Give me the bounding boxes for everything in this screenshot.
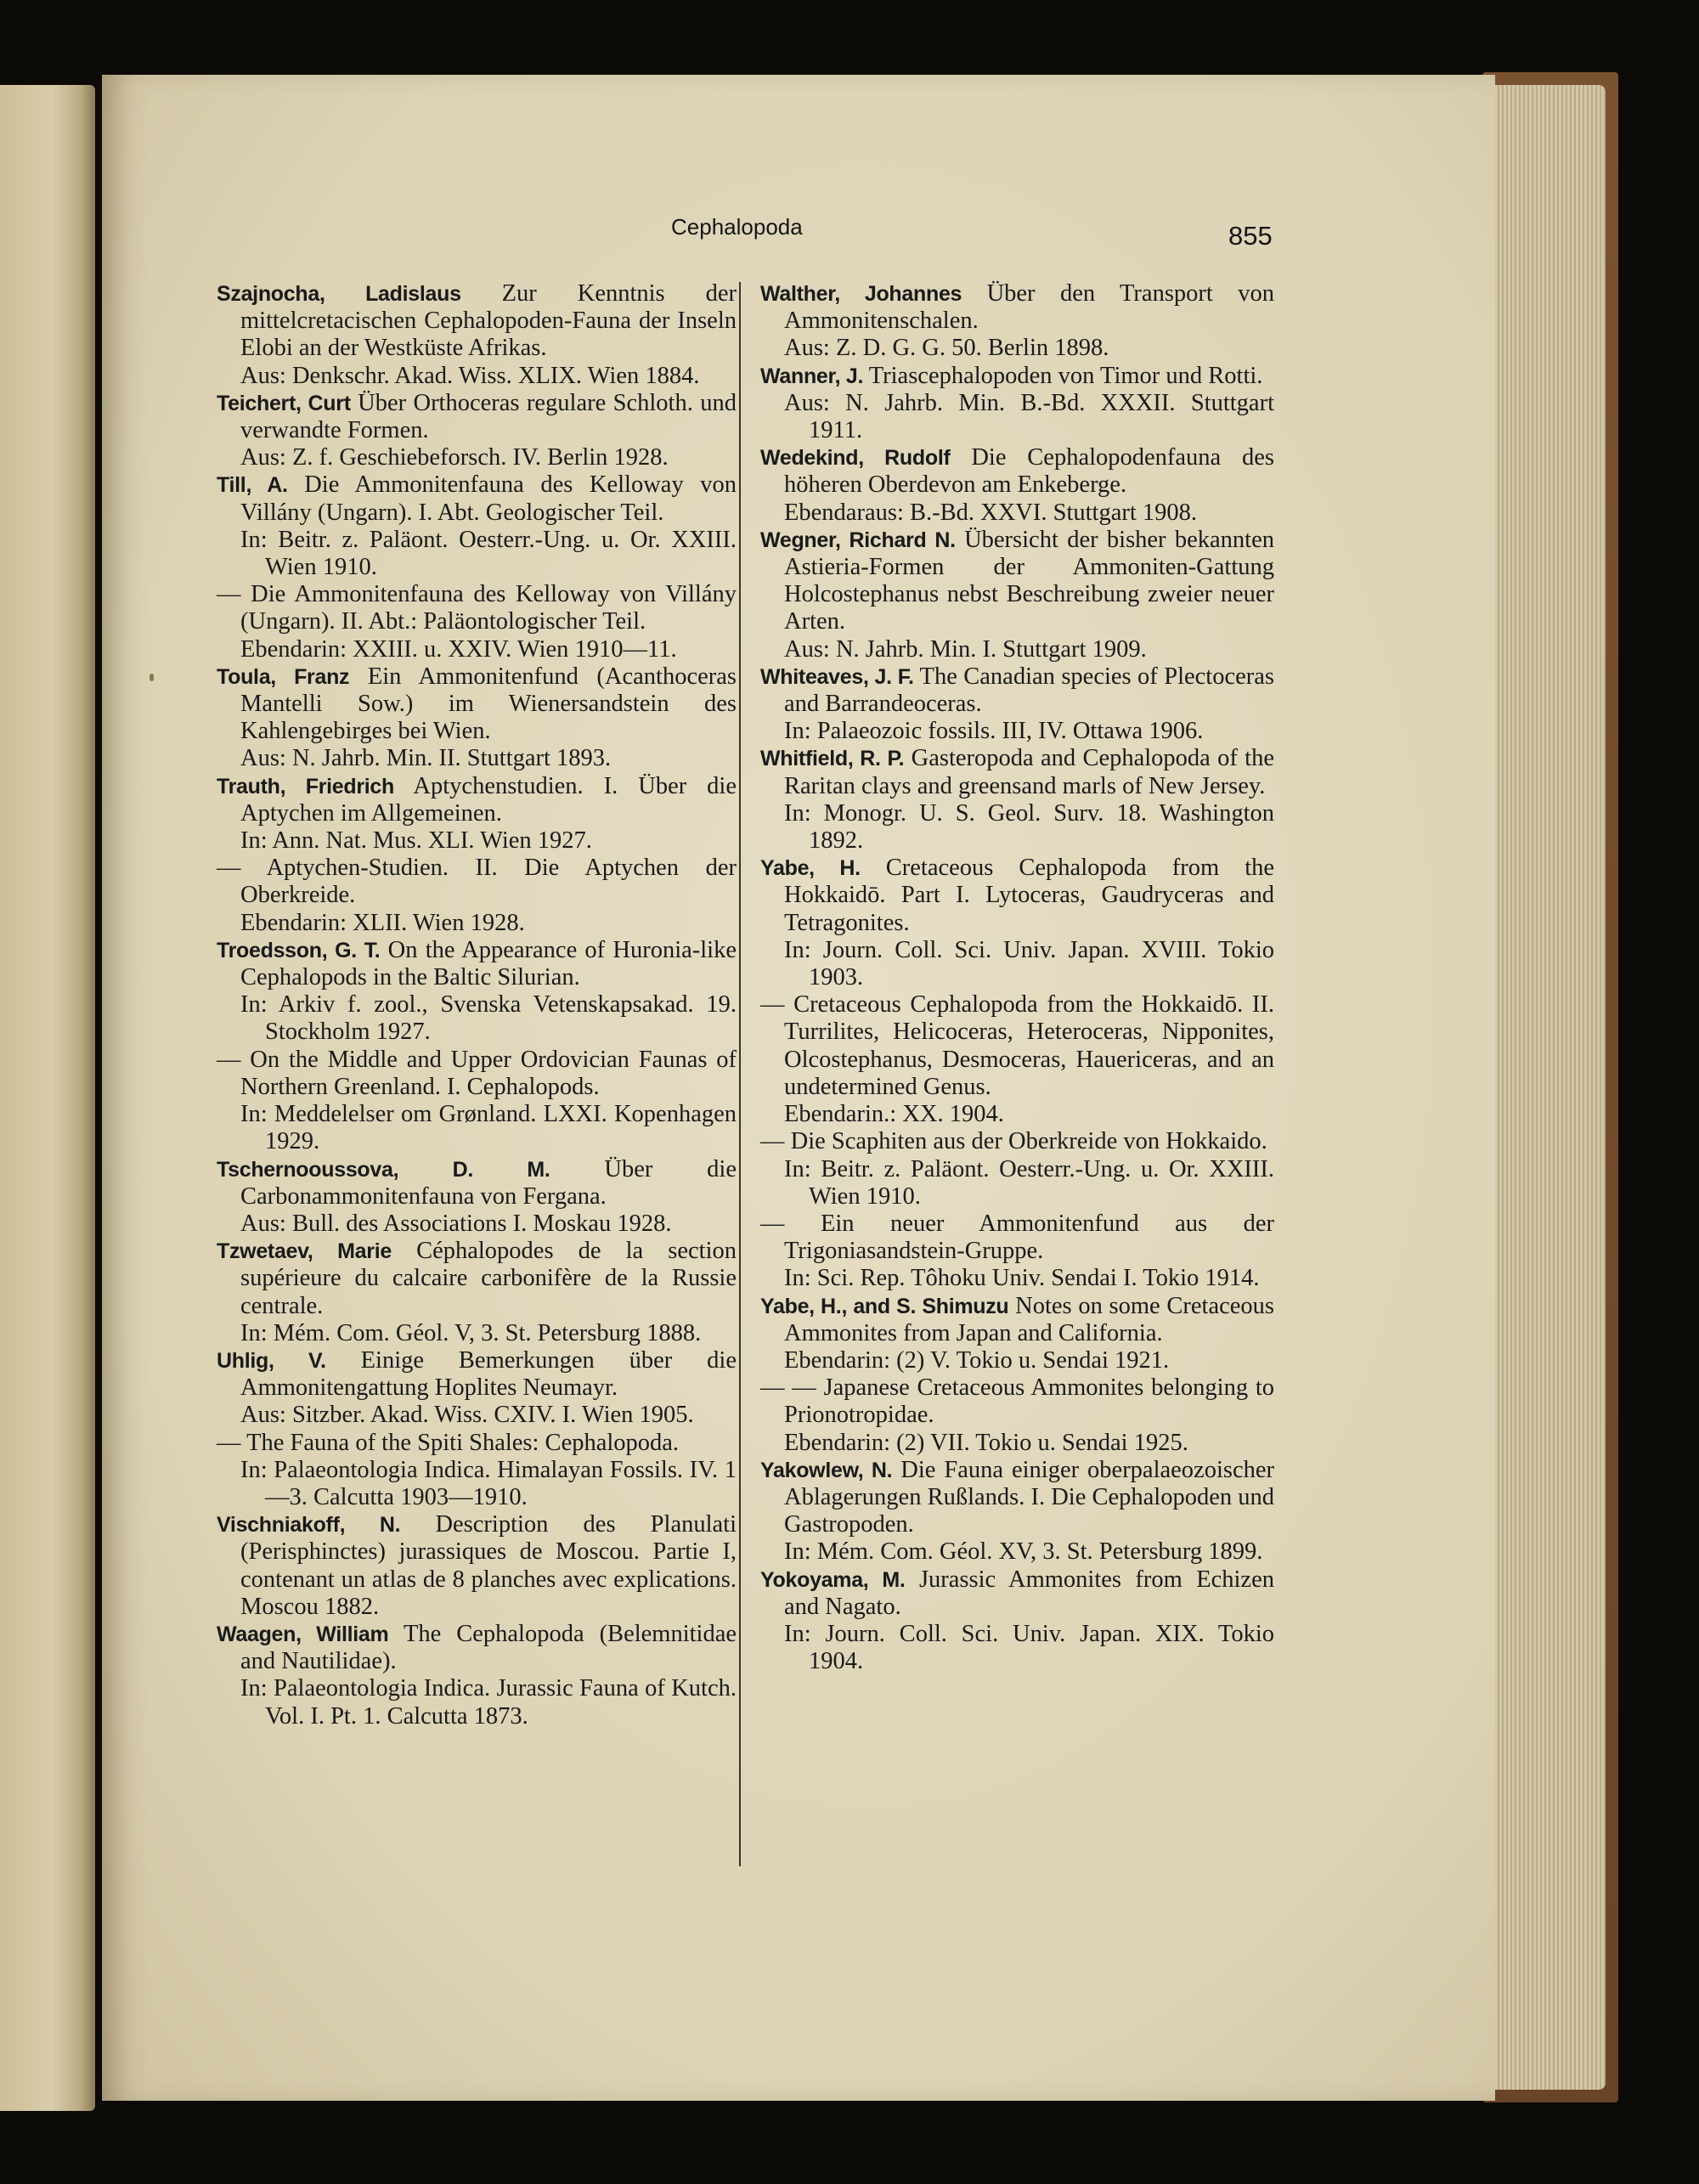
entry-citation: [217, 1347, 737, 1402]
entry-author: Wegner, Richard N.: [760, 528, 956, 552]
running-head: Cephalopoda: [671, 214, 803, 240]
entry-citation: [217, 280, 737, 363]
entry-citation: [217, 663, 737, 746]
entry-author: Wedekind, Rudolf: [760, 446, 951, 471]
entry-author: Walther, Johannes: [760, 282, 962, 306]
entry-title: — Cretaceous Cephalopoda from the Hokkaidō. II. Turrilites, Helicoceras, Heteroceras, Nipponites, Olcostephanus, Desmoceras, Hauericeras, and an undetermined Genus.: [760, 991, 1274, 1100]
entry-citation: [217, 1511, 737, 1621]
entry-citation: [217, 1238, 737, 1320]
entry-citation: [217, 581, 737, 635]
entry-author: Yabe, H.: [760, 856, 861, 881]
entry-citation: [217, 1047, 737, 1101]
bibliography-entry: [760, 444, 1274, 527]
bibliography-entry: [217, 471, 737, 581]
entry-title: Gasteropoda and Cephalopoda of the Raritan clays and greensand marls of New Jersey.: [784, 745, 1275, 799]
entry-title: Über den Transport von Ammonitenschalen.: [784, 280, 1274, 335]
bibliography-entry: [217, 937, 737, 1047]
entry-title: — Aptychen-Studien. II. Die Aptychen der Oberkreide.: [217, 855, 737, 909]
entry-citation: [760, 663, 1274, 718]
entry-source: In: Journ. Coll. Sci. Univ. Japan. XVIII. Tokio 1903.: [784, 936, 1274, 991]
entry-title: Zur Kenntnis der mittelcretacischen Cephalopoden-Fauna der Inseln Elobi an der Westküste Afrikas.: [240, 280, 737, 362]
bibliography-entry: [217, 1621, 737, 1730]
entry-source: Aus: Denkschr. Akad. Wiss. XLIX. Wien 1884.: [240, 362, 700, 389]
entry-source: Ebendarin.: XX. 1904.: [784, 1101, 1004, 1128]
entry-title: Jurassic Ammonites from Echizen and Nagato.: [784, 1566, 1274, 1620]
entry-citation: [760, 1128, 1274, 1155]
entry-author: Whitfield, R. P.: [760, 747, 905, 771]
entry-title: Die Cephalopodenfauna des höheren Oberdevon am Enkeberge.: [784, 444, 1275, 499]
entry-author: Tzwetaev, Marie: [217, 1239, 392, 1264]
entry-title: Übersicht der bisher bekannten Astieria-Formen der Ammoniten-Gattung Holcostephanus nebst Beschreibung zweier neuer Arten.: [784, 526, 1274, 635]
left-column: [217, 280, 737, 1730]
entry-citation: [760, 1293, 1274, 1347]
entry-source: In: Ann. Nat. Mus. XLI. Wien 1927.: [240, 827, 592, 855]
entry-title: Einige Bemerkungen über die Ammonitengattung Hoplites Neumayr.: [240, 1346, 737, 1402]
entry-author: Uhlig, V.: [217, 1348, 326, 1373]
entry-citation: [760, 444, 1274, 499]
entry-source: Ebendaraus: B.-Bd. XXVI. Stuttgart 1908.: [784, 499, 1198, 526]
entry-source: Aus: Sitzber. Akad. Wiss. CXIV. I. Wien 1905.: [240, 1402, 694, 1429]
entry-title: Die Fauna einiger oberpalaeozoischer Ablagerungen Rußlands. I. Die Cephalopoden und Gastropoden.: [784, 1456, 1274, 1538]
bibliography-entry: [217, 390, 737, 472]
entry-citation: [217, 1430, 737, 1457]
entry-author: Waagen, William: [217, 1622, 389, 1646]
bibliography-entry: [760, 855, 1274, 991]
entry-title: Über Orthoceras regulare Schloth. und verwandte Formen.: [240, 389, 737, 444]
entry-citation: [217, 937, 737, 991]
entry-citation: [760, 1211, 1274, 1265]
entry-author: Szajnocha, Ladislaus: [217, 282, 461, 306]
page-speck: [150, 674, 154, 681]
entry-author: Tschernooussova, D. M.: [217, 1157, 550, 1182]
bibliography-entry: [760, 363, 1274, 445]
bibliography-entry: [760, 1293, 1274, 1375]
page-number: 855: [1228, 221, 1273, 251]
entry-citation: [760, 855, 1274, 937]
entry-title: The Canadian species of Plectoceras and Barrandeoceras.: [784, 663, 1274, 718]
entry-title: — The Fauna of the Spiti Shales: Cephalopoda.: [217, 1429, 680, 1456]
entry-source: In: Palaeontologia Indica. Jurassic Fauna of Kutch. Vol. I. Pt. 1. Calcutta 1873.: [240, 1675, 737, 1730]
entry-title: — Ein neuer Ammonitenfund aus der Trigoniasandstein-Gruppe.: [760, 1210, 1274, 1265]
entry-source: Aus: N. Jahrb. Min. I. Stuttgart 1909.: [784, 635, 1147, 663]
entry-citation: [217, 471, 737, 526]
bibliography-entry: [217, 280, 737, 390]
entry-citation: [217, 390, 737, 444]
bibliography-entry: [217, 1347, 737, 1430]
entry-title: — Die Scaphiten aus der Oberkreide von Hokkaido.: [760, 1128, 1267, 1155]
bibliography-entry: [760, 1566, 1274, 1676]
entry-author: Yokoyama, M.: [760, 1567, 906, 1592]
right-column: [760, 280, 1274, 1675]
bibliography-entry: [760, 991, 1274, 1128]
entry-citation: [760, 991, 1274, 1101]
entry-author: Till, A.: [217, 473, 288, 498]
entry-citation: [217, 1156, 737, 1211]
entry-source: In: Beitr. z. Paläont. Oesterr.-Ung. u. Or. XXIII. Wien 1910.: [240, 526, 737, 581]
bibliography-entry: [217, 773, 737, 855]
bibliography-entry: [217, 581, 737, 663]
entry-source: In: Monogr. U. S. Geol. Surv. 18. Washington 1892.: [784, 799, 1274, 855]
entry-source: In: Meddelelser om Grønland. LXXI. Kopenhagen 1929.: [240, 1101, 737, 1155]
entry-source: In: Beitr. z. Paläont. Oesterr.-Ung. u. Or. XXIII. Wien 1910.: [784, 1155, 1274, 1210]
bibliography-entry: [217, 1430, 737, 1512]
facing-page-edge: [0, 85, 95, 2111]
bibliography-entry: [760, 1457, 1274, 1566]
entry-author: Toula, Franz: [217, 664, 350, 689]
entry-source: Aus: Bull. des Associations I. Moskau 1928.: [240, 1210, 672, 1237]
entry-citation: [760, 1457, 1274, 1539]
entry-source: Ebendarin: (2) VII. Tokio u. Sendai 1925.: [784, 1429, 1188, 1456]
bibliography-entry: [760, 527, 1274, 663]
entry-title: Description des Planulati (Perisphinctes) jurassiques de Moscou. Partie I, contenant un atlas de 8 planches avec explications. Moscou 1882.: [240, 1511, 737, 1620]
entry-author: Yabe, H., and S. Shimuzu: [760, 1294, 1009, 1318]
entry-title: Notes on some Cretaceous Ammonites from Japan and California.: [784, 1292, 1275, 1346]
entry-author: Whiteaves, J. F.: [760, 664, 914, 689]
entry-author: Wanner, J.: [760, 364, 864, 388]
entry-author: Trauth, Friedrich: [217, 774, 395, 799]
entry-source: In: Mém. Com. Géol. XV, 3. St. Petersburg 1899.: [784, 1538, 1263, 1566]
entry-author: Vischniakoff, N.: [217, 1513, 401, 1538]
entry-title: Die Ammonitenfauna des Kelloway von Villány (Ungarn). I. Abt. Geologischer Teil.: [240, 471, 737, 526]
entry-source: Aus: N. Jahrb. Min. II. Stuttgart 1893.: [240, 745, 612, 772]
entry-source: Aus: N. Jahrb. Min. B.-Bd. XXXII. Stuttgart 1911.: [784, 389, 1274, 444]
bibliography-entry: [217, 1238, 737, 1347]
entry-source: In: Palaeontologia Indica. Himalayan Fossils. IV. 1—3. Calcutta 1903—1910.: [240, 1456, 737, 1510]
entry-title: Cretaceous Cephalopoda from the Hokkaidō. Part I. Lytoceras, Gaudryceras and Tetragonites.: [784, 855, 1275, 936]
entry-title: Aptychenstudien. I. Über die Aptychen im Allgemeinen.: [240, 772, 737, 827]
entry-citation: [217, 855, 737, 909]
bibliography-entry: [760, 663, 1274, 746]
entry-source: Aus: Z. D. G. G. 50. Berlin 1898.: [784, 335, 1109, 362]
entry-source: In: Mém. Com. Géol. V, 3. St. Petersburg 1888.: [240, 1319, 702, 1346]
entry-source: In: Palaeozoic fossils. III, IV. Ottawa 1906.: [784, 718, 1204, 745]
bibliography-entry: [217, 1047, 737, 1156]
bibliography-entry: [217, 663, 737, 773]
entry-title: On the Appearance of Huronia-like Cephalopods in the Baltic Silurian.: [240, 936, 737, 991]
bibliography-entry: [760, 745, 1274, 855]
entry-title: Céphalopodes de la section supérieure du calcaire carbonifère de la Russie centrale.: [240, 1238, 737, 1319]
bibliography-entry: [760, 1374, 1274, 1457]
entry-title: Ein Ammonitenfund (Acanthoceras Mantelli Sow.) im Wienersandstein des Kahlengebirges bei Wien.: [240, 663, 737, 745]
bibliography-entry: [760, 1128, 1274, 1211]
entry-citation: [760, 1374, 1274, 1429]
entry-author: Troedsson, G. T.: [217, 938, 381, 962]
bibliography-entry: [760, 280, 1274, 363]
entry-citation: [760, 363, 1274, 390]
entry-source: Aus: Z. f. Geschiebeforsch. IV. Berlin 1928.: [240, 444, 669, 471]
bibliography-entry: [217, 1156, 737, 1239]
entry-source: In: Journ. Coll. Sci. Univ. Japan. XIX. Tokio 1904.: [784, 1620, 1274, 1675]
bibliography-entry: [760, 1211, 1274, 1293]
entry-citation: [760, 527, 1274, 636]
column-divider: [739, 282, 741, 1866]
entry-title: — On the Middle and Upper Ordovician Faunas of Northern Greenland. I. Cephalopods.: [217, 1046, 737, 1100]
entry-source: In: Arkiv f. zool., Svenska Vetenskapsakad. 19. Stockholm 1927.: [240, 991, 737, 1046]
bibliography-entry: [217, 1511, 737, 1621]
entry-source: In: Sci. Rep. Tôhoku Univ. Sendai I. Tokio 1914.: [784, 1265, 1260, 1292]
entry-source: Ebendarin: (2) V. Tokio u. Sendai 1921.: [784, 1346, 1170, 1374]
entry-citation: [760, 1566, 1274, 1621]
entry-title: Triascephalopoden von Timor und Rotti.: [868, 362, 1263, 389]
entry-source: Ebendarin: XXIII. u. XXIV. Wien 1910—11.: [240, 635, 677, 663]
entry-citation: [217, 1621, 737, 1675]
bibliography-entry: [217, 855, 737, 937]
entry-author: Teichert, Curt: [217, 391, 351, 415]
entry-source: Ebendarin: XLII. Wien 1928.: [240, 909, 525, 936]
entry-citation: [760, 280, 1274, 335]
entry-title: The Cephalopoda (Belemnitidae and Nautilidae).: [240, 1620, 737, 1675]
entry-title: — — Japanese Cretaceous Ammonites belonging to Prionotropidae.: [760, 1374, 1274, 1429]
entry-title: — Die Ammonitenfauna des Kelloway von Villány (Ungarn). II. Abt.: Paläontologischer Teil.: [217, 581, 737, 635]
entry-author: Yakowlew, N.: [760, 1458, 893, 1482]
entry-citation: [217, 773, 737, 827]
entry-title: Über die Carbonammonitenfauna von Fergana.: [240, 1155, 737, 1210]
entry-citation: [760, 745, 1274, 799]
